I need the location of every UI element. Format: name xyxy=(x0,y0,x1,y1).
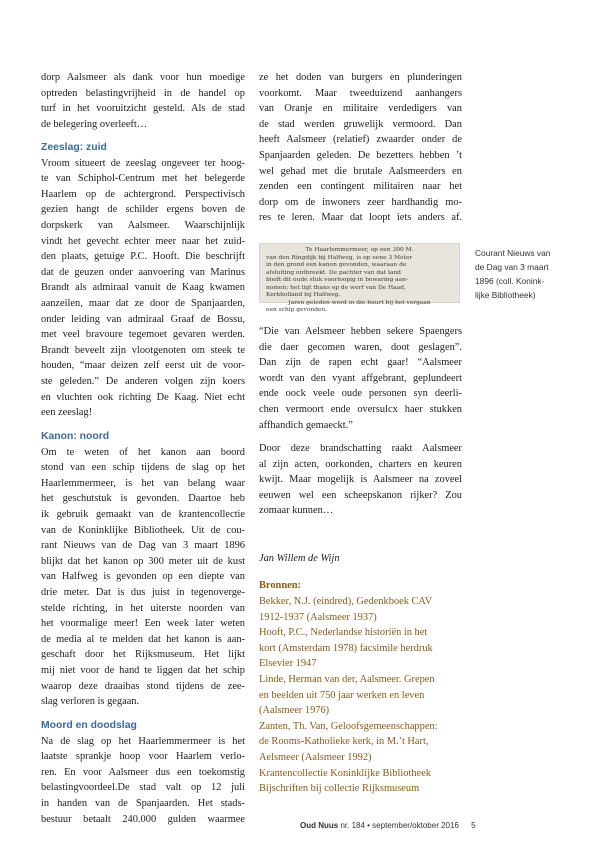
text-line: Brandt als admiraal vanuit de Kaag kwamen xyxy=(41,282,245,294)
page-footer xyxy=(300,821,476,830)
text-line: dat de geuzen onder aanvoering van Marinus xyxy=(41,266,245,278)
text-line: dorp om de inwoners zeer hardhandig mo- xyxy=(259,196,462,208)
text-line: gezien hangt de schilder ergens boven de xyxy=(41,204,245,216)
text-line: Dan zijn de rapen echt gaar! “Aalsmeer xyxy=(259,357,462,369)
text-line: het geschutstuk is gevonden. Daartoe heb xyxy=(41,493,245,505)
magazine-title: Oud Nuus xyxy=(300,821,339,830)
text-line: in handen van de Spanjaarden. Het stads- xyxy=(41,797,245,809)
text-line: affhandich gemaeckt.” xyxy=(259,419,353,431)
author-signature: Jan Willem de Wijn xyxy=(259,553,340,564)
text-line: Brandt beveelt zijn vlootgenoten om steek te xyxy=(41,344,245,356)
text-line: ren. En voor Aalsmeer dus een toekomstig xyxy=(41,766,245,778)
text-line: zenden een contingent militairen naar het xyxy=(259,181,462,193)
text-line: de media al te melden dat het kanon is aan- xyxy=(41,633,245,645)
text-line: “Die van Aelsmeer hebben sekere Spaengers xyxy=(259,326,462,337)
text-line: van Halfweg is gevonden op een diepte van xyxy=(41,571,245,583)
source-line: 1912-1937 (Aalsmeer 1937) xyxy=(259,611,377,623)
clipping-line: Jaren geleden werd in die buurt bij het vergaan xyxy=(288,299,431,306)
caption-line: de Dag van 3 maart xyxy=(475,262,549,272)
text-line: ste geleden.” De anderen volgen zijn koers xyxy=(41,375,245,387)
text-line: blijkt dat het kanon op 300 meter uit de kust xyxy=(41,555,245,567)
text-line: zomaar kunnen… xyxy=(259,505,334,517)
newspaper-clipping-image xyxy=(259,243,460,313)
text-line: aanzeilen, maar dat ze door de Spanjaarden, xyxy=(41,297,245,309)
source-line: Aelsmeer (Aalsmeer 1992) xyxy=(259,752,372,763)
text-line: Door deze brandschatting raakt Aalsmeer xyxy=(259,443,462,454)
text-line: Haarlemmermeer, is het van belang waar xyxy=(41,477,245,489)
issue-info: nr. 184 • september/oktober 2016 xyxy=(340,821,459,830)
text-line: rant Nieuws van de Dag van 3 maart 1896 xyxy=(41,540,245,552)
text-line: mij niet voor de hand te liggen dat het schip xyxy=(41,664,245,676)
text-line: voorkomt. Maar tweeduizend aanhangers xyxy=(259,87,462,99)
text-line: ik gebruik gemaakt van de krantencollectie xyxy=(41,508,245,520)
text-line: kwijt. Maar mogelijk is Aalsmeer na zoveel xyxy=(259,474,462,486)
source-line: kort (Amsterdam 1978) facsimile herdruk xyxy=(259,642,433,654)
source-line: Krantencollectie Koninklijke Bibliotheek xyxy=(259,767,431,779)
text-line: ende oock veele oude personen syn deerli- xyxy=(259,388,462,400)
source-line: Elsevier 1947 xyxy=(259,658,317,670)
text-line: laatste sprankje hoop voor Haarlem verlo- xyxy=(41,751,245,763)
source-line: (Aalsmeer 1976) xyxy=(259,705,330,717)
sources-heading: Bronnen: xyxy=(259,580,301,591)
clipping-line: een schip gevonden. xyxy=(266,307,328,313)
text-line: dorpskerk van Aalsmeer. Waarschijnlijk xyxy=(41,219,245,231)
section-heading: Zeeslag: zuid xyxy=(41,142,107,153)
text-line: al zijn acten, oorkonden, charters en keuren xyxy=(259,458,462,470)
text-line: een zeeslag! xyxy=(41,407,93,419)
text-line: ze het doden van burgers en plunderingen xyxy=(259,72,462,83)
body-line: turf in het vooruitzicht gesteld. Als de stad xyxy=(41,103,245,115)
text-line: met veel bravoure tegemoet gevaren werden. xyxy=(41,329,245,341)
text-line: houden, “maar deizen zelf eerst uit de voor- xyxy=(41,360,245,372)
text-line: onder leiding van admiraal Graaf de Bossu, xyxy=(41,313,245,325)
source-line: Linde, Herman van der, Aalsmeer. Grepen xyxy=(259,674,435,685)
text-line: en vluchten ook richting De Kaag. Niet echt xyxy=(41,391,245,403)
text-line: Na de slag op het Haarlemmermeer is het xyxy=(41,735,245,747)
body-line: dorp Aalsmeer als dank voor hun moedige xyxy=(41,72,245,83)
clipping-line: van den Ringdijk bij Halfweg, is op eene 3 Meter xyxy=(266,254,413,261)
text-line: res te leren. Maar dat loopt iets anders af. xyxy=(259,212,462,224)
source-line: Zanten, Th. Van, Geloofsgemeenschappen: xyxy=(259,720,438,732)
clipping-line: nomen; het ligt thans op de werf van De Haad, xyxy=(266,284,406,291)
source-line: Bijschriften bij collectie Rijksmuseum xyxy=(259,783,420,795)
section-heading: Moord en doodslag xyxy=(41,720,137,731)
text-line: van de Koninklijke Bibliotheek. Uit de cou- xyxy=(41,524,245,536)
text-line: belastingvoordeel.De stad valt op 12 juli xyxy=(41,782,245,794)
source-line: Bekker, N.J. (eindred), Gedenkboek CAV xyxy=(259,596,433,607)
text-line: den plaats, getuige P.C. Hooft. Die beschrijft xyxy=(41,251,245,263)
text-line: van Oranje en militaire verdedigers van xyxy=(259,103,462,115)
text-line: vindt het gevecht echter meer naar het zuid- xyxy=(41,235,245,247)
text-line: stond van een schip tijdens de slag op het xyxy=(41,462,245,474)
text-line: eeuwen wel een scheepskanon rijker? Zou xyxy=(259,489,462,501)
caption-line: Courant Nieuws van xyxy=(475,248,551,258)
text-line: slag verloren is gegaan. xyxy=(41,696,140,708)
text-line: wel gehad met die brutale Aalsmeerders en xyxy=(259,165,462,177)
section-heading: Kanon: noord xyxy=(41,431,110,442)
text-line: die daer gecomen waren, doot geslagen”. xyxy=(259,341,462,353)
clipping-line: in den grond een kanon gevonden, waaraan de xyxy=(266,262,407,268)
text-line: waarop deze draaibas stond tijdens de zee- xyxy=(41,680,245,692)
clipping-line: afsluiting ontbreekt. De pachter van dat land xyxy=(266,269,401,276)
body-line: optreden belastingvrijheid in de handel op xyxy=(41,87,245,99)
clipping-line: biedt dit oude stuk voorloopig in bewaring aan- xyxy=(266,277,408,283)
caption-line: lijke Bibliotheek) xyxy=(475,290,536,300)
text-line: bestuur betaalt 240.000 gulden waarmee xyxy=(41,813,245,825)
text-line: Om te weten of het kanon aan boord xyxy=(41,446,245,458)
text-line: het voormalige meer! Een week later weten xyxy=(41,618,245,630)
source-line: Hooft, P.C., Nederlandse historiën in het xyxy=(259,627,428,639)
text-line: geschaft door het Rijksmuseum. Het lijkt xyxy=(41,649,245,661)
clipping-line: Kerkholland bij Halfweg. xyxy=(266,292,341,298)
source-line: de Rooms-Katholieke kerk, in M.’t Hart, xyxy=(259,736,429,748)
text-line: te van Schiphol-Centrum met het belegerde xyxy=(41,173,245,185)
text-line: wordt van den vyant affgebrant, geplundeert xyxy=(259,372,462,384)
text-line: drie meter. Dat is dus juist in tegenoverge- xyxy=(41,586,245,598)
caption-line: 1896 (coll. Konink- xyxy=(475,276,545,286)
page-number: 5 xyxy=(471,821,476,830)
text-line: stelde richting, in het uiterste noorden van xyxy=(41,602,245,614)
text-line: chen vermoort ende oversulcx haer stukken xyxy=(259,404,462,415)
text-line: Spanjaarden geleden. De bezetters hebben ’t xyxy=(259,150,462,161)
text-line: de stad werden gruwelijk vermoord. Dan xyxy=(259,118,462,130)
text-line: heeft Aalsmeer (relatief) zwaarder onder de xyxy=(259,134,462,146)
clipping-line: Te Haarlemmermeer, op een 300 M. xyxy=(305,247,414,253)
source-line: en beelden uit 750 jaar werken en leven xyxy=(259,689,425,701)
text-line: Vroom situeert de zeeslag ongeveer ter hoog- xyxy=(41,157,245,169)
text-line: Haarlem op de achtergrond. Perspectivisch xyxy=(41,188,245,200)
body-line: de belegering overleeft… xyxy=(41,118,148,130)
